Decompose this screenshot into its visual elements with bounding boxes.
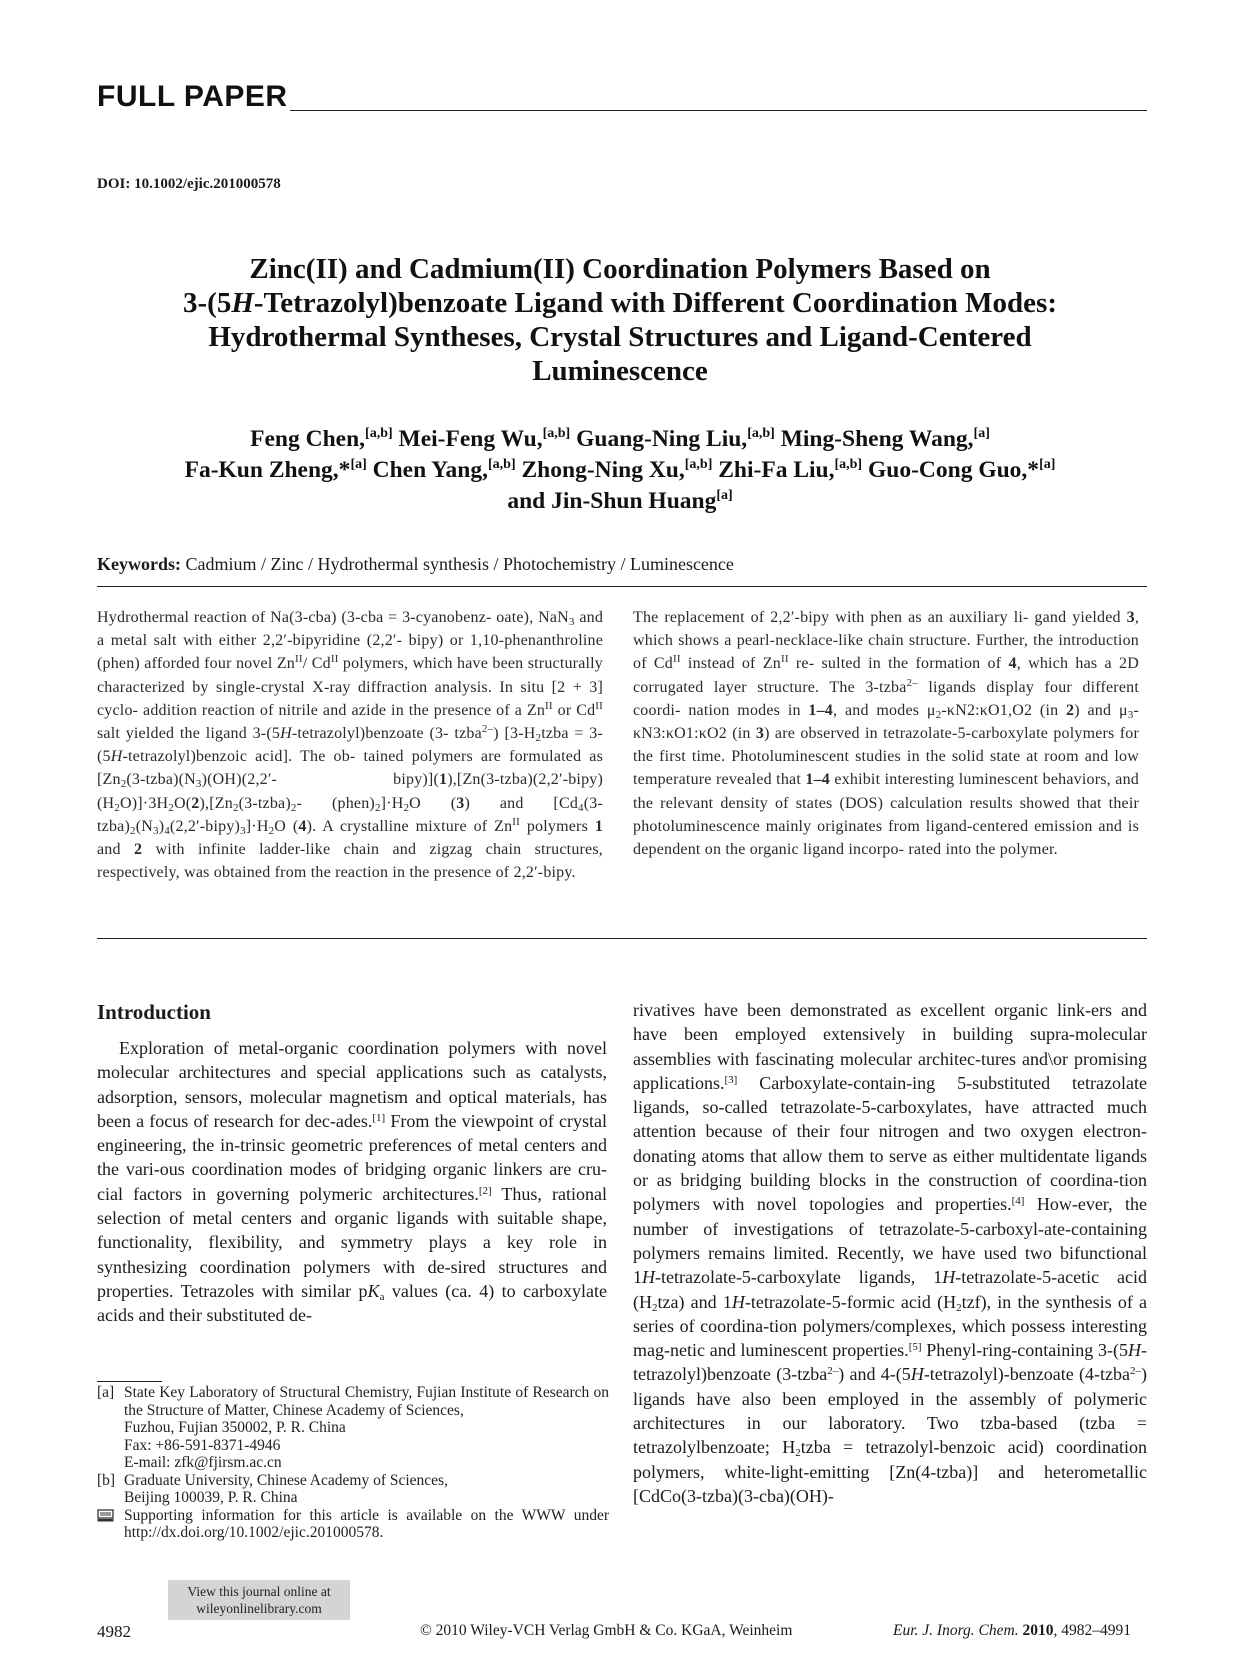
keywords-rule	[97, 586, 1147, 587]
section-label: FULL PAPER	[97, 80, 288, 113]
email-link[interactable]: E-mail: zfk@fjirsm.ac.cn	[124, 1454, 282, 1471]
article-title	[110, 252, 1130, 388]
keywords-list: Cadmium / Zinc / Hydrothermal synthesis / Photochemistry / Luminescence	[185, 554, 734, 574]
keywords-label: Keywords:	[97, 554, 181, 574]
body-right-column: rivatives have been demonstrated as excellent organic link-ers and have been employed extensively in building supra-molecular assemblies with fascinating molecular architec-tures and\or promising applications.[3] Carboxylate-contain-ing 5-substituted tetrazolate ligands, so-called tetrazolate-5-carboxylates, have attracted much attention because of their four nitrogen and two oxygen electron-donating atoms that allow them to serve as either multidentate ligands or as bridging building blocks in the construction of coordina-tion polymers with novel topologies and properties.[4] How-ever, the number of investigations of tetrazolate-5-carboxyl-ate-containing polymers remains limited. Recently, we have used two bifunctional 1H-tetrazolate-5-carboxylate ligands, 1H-tetrazolate-5-acetic acid $(H_2tza)$ and 1H-tetrazolate-5-formic acid $(H_2tzf)$, in the synthesis of a series of coordina-tion polymers/complexes, which possess interesting mag-netic and luminescent properties.[5] Phenyl-ring-containing 3-(5H-tetrazolyl)benzoate (3-tzba$^{2-}$) and 4-(5H-tetrazolyl)-benzoate (4-tzba$^{2-}$) ligands have also been employed in the assembly of polymeric architectures in our laboratory. Two tzba-based (tzba = tetrazolylbenzoate; $H_2tzba$ = tetrazolyl-benzoic acid) coordination polymers, white-light-emitting [Zn(4-tzba)] and heterometallic [CdCo(3-tzba)(3-cba)(OH)-	[633, 1000, 1147, 1506]
footnotes	[97, 1384, 609, 1542]
author-line-2: Fa-Kun Zheng,*[a] Chen Yang,[a,b] Zhong-Ning Xu,[a,b] Zhi-Fa Liu,[a,b] Guo-Cong Guo,*[a]	[184, 457, 1056, 483]
copyright: © 2010 Wiley-VCH Verlag GmbH & Co. KGaA, Weinheim	[420, 1622, 793, 1639]
keywords	[97, 554, 734, 575]
title-line-4: Luminescence	[532, 355, 708, 387]
citation-1[interactable]: [1]	[372, 1111, 386, 1124]
abstract-right-column: The replacement of 2,2′-bipy with phen as an auxiliary li- gand yielded 3, which shows a pearl-necklace-like chain structure. Further, the introduction of $Cd^{II}$ instead of $Zn^{II}$ re- sulted in the formation of 4, which has a 2D corrugated layer structure. The 3-tzba$^{2-}$ ligands display four different coordi- nation modes in 1–4, and modes $\mu_2-\kappa N2:\kappa O1,O2$ (in 2) and $\mu_3-$ κN3:κO1:κO2 (in 3) are observed in tetrazolate-5-carboxylate polymers for the first time. Photoluminescent studies in the solid state at room and low temperature revealed that 1–4 exhibit interesting luminescent behaviors, and the relevant density of states (DOS) calculation results showed that their photoluminescence mainly originates from ligand-centered emission and is dependent on the organic ligand incorpo- rated into the polymer.	[633, 609, 1140, 859]
doi[interactable]: DOI: 10.1002/ejic.201000578	[97, 176, 281, 192]
citation-3[interactable]: [3]	[724, 1073, 738, 1086]
author-line-1: Feng Chen,[a,b] Mei-Feng Wu,[a,b] Guang-Ning Liu,[a,b] Ming-Sheng Wang,[a]	[250, 426, 990, 452]
header-rule	[290, 110, 1147, 111]
footnote-a: [a] State Key Laboratory of Structural Chemistry, Fujian Institute of Research on the Structure of Matter, Chinese Academy of Sciences, Fuzhou, Fujian 350002, P. R. China Fax: +86-591-8371-4946 E-mail: zfk@fjirsm.ac.cn	[97, 1384, 609, 1471]
citation-4[interactable]: [4]	[1011, 1195, 1025, 1208]
author-line-3: and Jin-Shun Huang[a]	[507, 488, 733, 514]
body-left-column: Exploration of metal-organic coordination polymers with novel molecular architectures and special applications such as catalysts, adsorption, sensors, molecular magnetism and optical materials, has been a focus of research for dec-ades.[1] From the viewpoint of crystal engineering, the in-trinsic geometric preferences of metal centers and the vari-ous coordination modes of bridging organic linkers are cru-cial factors in governing polymeric architectures.[2] Thus, rational selection of metal centers and organic ligands with suitable shape, functionality, flexibility, and symmetry plays a key role in synthesizing coordination polymers with de-sired structures and properties. Tetrazoles with similar $pK_a$ values (ca. 4) to carboxylate acids and their substituted de-	[97, 1038, 607, 1326]
title-line-1: Zinc(II) and Cadmium(II) Coordination Polymers Based on	[249, 253, 991, 285]
computer-monitor-icon	[97, 1509, 114, 1522]
author-list	[100, 424, 1140, 517]
citation-2[interactable]: [2]	[478, 1184, 492, 1197]
footnote-rule	[97, 1381, 162, 1382]
title-line-3: Hydrothermal Syntheses, Crystal Structures and Ligand-Centered	[208, 321, 1032, 353]
supporting-info-link[interactable]: Supporting information for this article is available on the WWW under http://dx.doi.org/10.1002/ejic.201000578.	[124, 1506, 609, 1541]
journal-online-badge[interactable]: View this journal online at wileyonlinelibrary.com	[168, 1580, 350, 1620]
abstract-left-column: Hydrothermal reaction of Na(3-cba) (3-cba = 3-cyanobenz- oate), NaN$_3$ and a metal salt with either 2,2′-bipyridine (2,2′- bipy) or 1,10-phenanthroline (phen) afforded four novel $Zn^{II}/$ $Cd^{II}$ polymers, which have been structurally characterized by single-crystal X-ray diffraction analysis. In situ [2 + 3] cyclo- addition reaction of nitrile and azide in the presence of a $Zn^{II}$ or $Cd^{II}$ salt yielded the ligand 3-(5H-tetrazolyl)benzoate (3- tzba$^{2-}$) [$3-H_2tzba$ = 3-(5H-tetrazolyl)benzoic acid]. The ob- tained polymers are formulated as [$Zn_2(3-tzba)(N_3)(OH)(2,2'-$ $bipy)](1),[Zn(3-tzba)(2,2'-bipy)(H_2O)]\cdot 3H_2O(2),[Zn_2(3-tzba)_2-$ $(phen)_2]\cdot H_2O$ (3) and $[Cd_4(3-tzba)_2(N_3)_4(2,2'-bipy)_3]\cdot H_2O$ (4). A crystalline mixture of $Zn^{II}$ polymers 1 and 2 with infinite ladder-like chain and zigzag chain structures, respectively, was obtained from the reaction in the presence of 2,2′-bipy.	[97, 609, 604, 882]
citation-5[interactable]: [5]	[908, 1341, 922, 1354]
page-number: 4982	[97, 1622, 131, 1641]
footnote-b: [b] Graduate University, Chinese Academy of Sciences, Beijing 100039, P. R. China	[97, 1471, 448, 1506]
abstract-rule	[97, 938, 1147, 939]
section-heading-introduction: Introduction	[97, 1000, 211, 1024]
journal-citation: Eur. J. Inorg. Chem. 2010, 4982–4991	[893, 1622, 1131, 1639]
footnote-supporting-info	[97, 1507, 609, 1542]
title-line-2: 3-(5H-Tetrazolyl)benzoate Ligand with Different Coordination Modes:	[183, 287, 1057, 319]
